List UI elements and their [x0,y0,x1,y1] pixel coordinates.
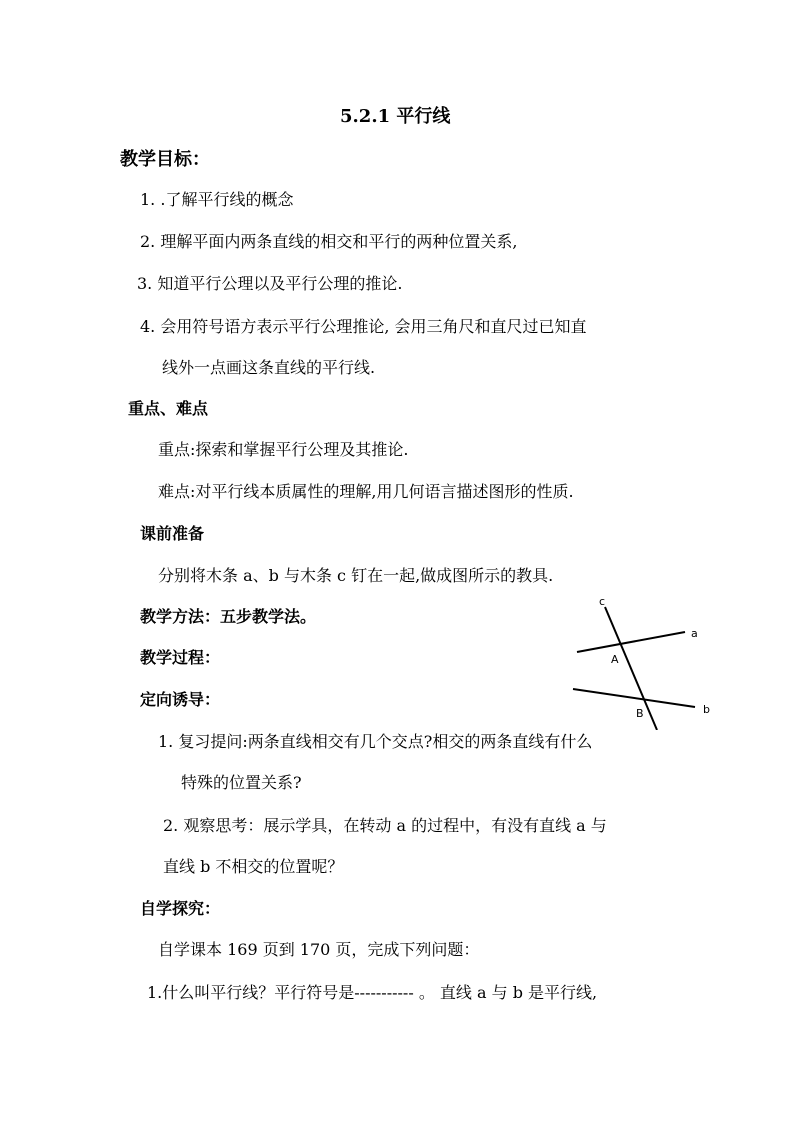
objective-item-3: 3. 知道平行公理以及平行公理的推论. [137,274,403,293]
difficulty-text: 难点:对平行线本质属性的理解,用几何语言描述图形的性质. [158,482,574,501]
focus-text: 重点:探索和掌握平行公理及其推论. [158,440,409,459]
label-a: a [691,627,698,640]
label-b: b [703,703,710,716]
preparation-text: 分别将木条 a、b 与木条 c 钉在一起,做成图所示的教具. [158,566,554,585]
objective-item-1: 1. .了解平行线的概念 [140,190,294,209]
objective-item-2: 2. 理解平面内两条直线的相交和平行的两种位置关系, [140,232,518,251]
intersecting-lines-figure [565,595,725,730]
line-c [605,607,657,730]
guidance-question-1-continued: 特殊的位置关系? [181,773,302,792]
label-A: A [611,653,619,666]
page-title: 5.2.1 平行线 [340,106,451,127]
guidance-question-2-continued: 直线 b 不相交的位置呢？ [163,857,344,876]
objective-item-4-continued: 线外一点画这条直线的平行线. [162,358,376,377]
objective-item-4: 4. 会用符号语方表示平行公理推论, 会用三角尺和直尺过已知直 [140,317,587,336]
method-text: 教学方法：五步教学法。 [140,607,317,626]
guidance-question-1: 1. 复习提问:两条直线相交有几个交点?相交的两条直线有什么 [158,732,593,751]
self-study-question-1: 1.什么叫平行线？平行符号是----------- 。 直线 a 与 b 是平行线, [147,983,598,1002]
self-study-intro: 自学课本 169 页到 170 页，完成下列问题： [158,940,480,959]
preparation-heading: 课前准备 [140,524,205,543]
line-b [573,689,695,707]
process-heading: 教学过程： [140,648,221,667]
label-B: B [636,707,644,720]
guidance-heading: 定向诱导： [140,690,221,709]
label-c: c [599,595,606,608]
objectives-heading: 教学目标： [120,149,210,170]
line-a [577,632,685,652]
guidance-question-2: 2. 观察思考：展示学具，在转动 a 的过程中，有没有直线 a 与 [163,816,607,835]
self-study-heading: 自学探究： [140,899,221,918]
key-points-heading: 重点、难点 [128,399,209,418]
